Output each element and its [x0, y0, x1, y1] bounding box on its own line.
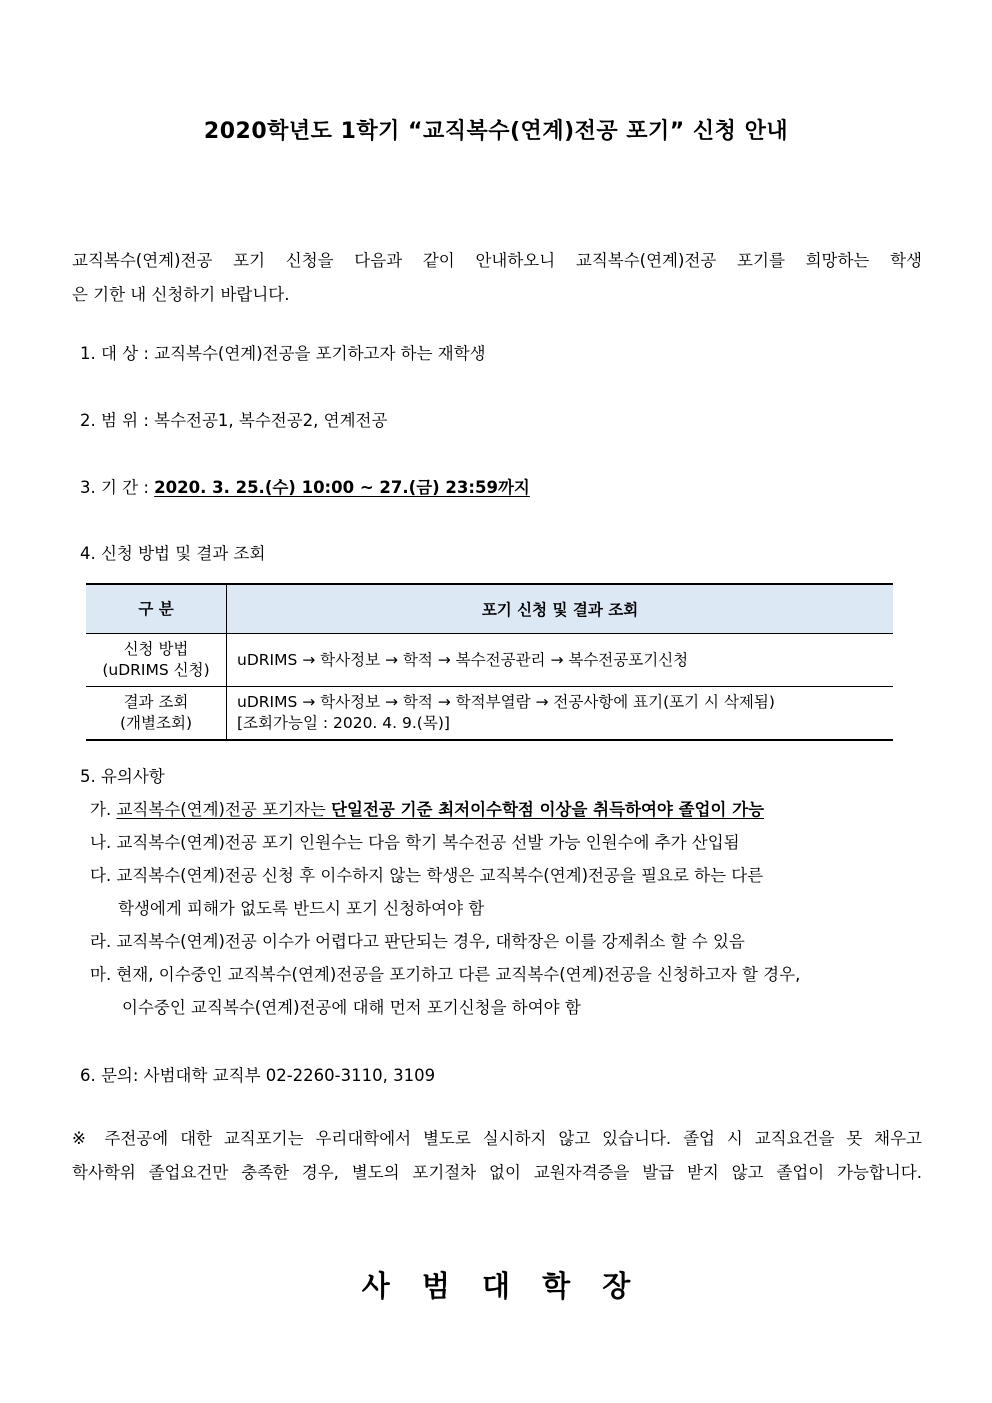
table-header-row	[86, 584, 893, 634]
method-heading: 4. 신청 방법 및 결과 조회	[80, 544, 266, 563]
footer-line-1: ※ 주전공에 대한 교직포기는 우리대학에서 별도로 실시하지 않고 있습니다. 졸업 시 교직요건을 못 채우고	[72, 1129, 922, 1148]
table-cell-content-line: uDRIMS → 학사정보 → 학적 → 복수전공관리 → 복수전공포기신청	[237, 650, 689, 669]
table-header-category: 구 분	[86, 584, 227, 634]
intro-line-1: 교직복수(연계)전공 포기 신청을 다음과 같이 안내하오니 교직복수(연계)전공 포기를 희망하는 학생	[72, 251, 922, 270]
item-period-value: 2020. 3. 25.(수) 10:00 ~ 27.(금) 23:59까지	[154, 478, 530, 497]
note-ga-bold: 단일전공 기준 최저이수학점 이상을 취득하여야 졸업이 가능	[331, 800, 765, 819]
table-cell-category-line: 결과 조회	[123, 693, 189, 711]
table-cell-category	[86, 687, 227, 741]
note-ma-line-1: 마. 현재, 이수중인 교직복수(연계)전공을 포기하고 다른 교직복수(연계)전공을 신청하고자 할 경우,	[90, 965, 801, 984]
note-ga	[90, 799, 764, 821]
item-period	[80, 477, 530, 499]
table-cell-content-line: [조회가능일 : 2020. 4. 9.(목)]	[237, 714, 450, 732]
item-target-label: 1. 대 상 :	[80, 344, 155, 363]
document-title: 2020학년도 1학기 “교직복수(연계)전공 포기” 신청 안내	[203, 119, 789, 144]
intro-paragraph	[72, 244, 922, 312]
table-row	[86, 687, 893, 741]
note-ga-prefix: 가.	[90, 800, 117, 819]
table-cell-content	[227, 634, 894, 687]
intro-line-2: 은 기한 내 신청하기 바랍니다.	[72, 285, 290, 304]
note-ra: 라. 교직복수(연계)전공 이수가 어렵다고 판단되는 경우, 대학장은 이를 강제취소 할 수 있음	[90, 932, 745, 951]
table-cell-category-line: 신청 방법	[123, 640, 189, 658]
footer-note	[72, 1122, 922, 1190]
notes-heading: 5. 유의사항	[80, 767, 165, 786]
contact-info: 6. 문의: 사범대학 교직부 02-2260-3110, 3109	[80, 1066, 436, 1085]
table-cell-category	[86, 634, 227, 687]
footer-line-2: 학사학위 졸업요건만 충족한 경우, 별도의 포기절차 없이 교원자격증을 발급 받지 않고 졸업이 가능합니다.	[72, 1163, 922, 1182]
signature: 사 범 대 학 장	[361, 1269, 631, 1303]
item-scope	[80, 410, 387, 432]
note-da-line-1: 다. 교직복수(연계)전공 신청 후 이수하지 않는 학생은 교직복수(연계)전공을 필요로 하는 다른	[90, 866, 764, 885]
table-cell-content	[227, 687, 894, 741]
item-scope-value: 복수전공1, 복수전공2, 연계전공	[154, 411, 388, 430]
table-cell-category-line: (개별조회)	[120, 714, 192, 732]
table-cell-category-line: (uDRIMS 신청)	[102, 661, 210, 679]
note-da-line-2: 학생에게 피해가 없도록 반드시 포기 신청하여야 함	[118, 899, 485, 918]
item-scope-label: 2. 범 위 :	[80, 411, 155, 430]
table-cell-content-line: uDRIMS → 학사정보 → 학적 → 학적부열람 → 전공사항에 표기(포기 시 삭제됨)	[237, 693, 775, 711]
table-header-content: 포기 신청 및 결과 조회	[227, 584, 894, 634]
item-target	[80, 343, 486, 365]
item-period-label: 3. 기 간 :	[80, 478, 155, 497]
note-ma-line-2: 이수중인 교직복수(연계)전공에 대해 먼저 포기신청을 하여야 함	[122, 998, 581, 1017]
method-table	[86, 583, 893, 741]
item-target-value: 교직복수(연계)전공을 포기하고자 하는 재학생	[154, 344, 486, 363]
note-ga-underline: 교직복수(연계)전공 포기자는	[116, 800, 332, 819]
table-row	[86, 634, 893, 687]
note-na: 나. 교직복수(연계)전공 포기 인원수는 다음 학기 복수전공 선발 가능 인원수에 추가 산입됨	[90, 833, 740, 852]
